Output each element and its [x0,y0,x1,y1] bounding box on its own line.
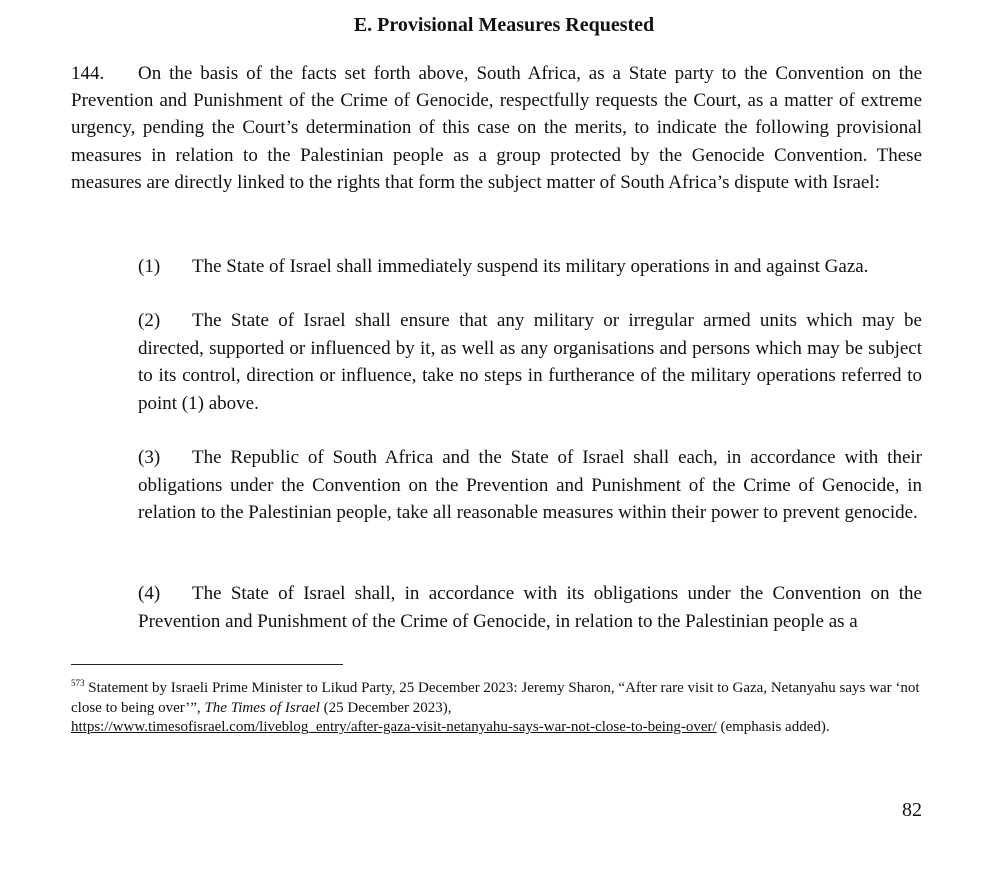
footnote [71,679,922,738]
measure-text: The State of Israel shall ensure that any military or irregular armed units which may be directed, supported or influenced by it, as well as any organisations and persons which may be subject to its control, direction or influence, take no steps in furtherance of the military operations referred to point (1) above. [138,310,922,414]
measure-text: The Republic of South Africa and the State of Israel shall each, in accordance with their obligations under the Convention on the Prevention and Punishment of the Crime of Genocide, in relation to the Palestinian people, take all reasonable measures within their power to prevent genocide. [138,447,922,523]
measure-item-4 [138,580,922,635]
measure-item-2 [138,307,922,417]
measure-item-3 [138,444,922,527]
paragraph-text: On the basis of the facts set forth above, South Africa, as a State party to the Convention on the Prevention and Punishment of the Crime of Genocide, respectfully requests the Court, as a matter of extreme urgency, pending the Court’s determination of this case on the merits, to indicate the following provisional measures in relation to the Palestinian people as a group protected by the Genocide Convention. These measures are directly linked to the rights that form the subject matter of South Africa’s dispute with Israel: [71,63,922,193]
footnote-publication: The Times of Israel [204,699,320,716]
measure-text: The State of Israel shall, in accordance with its obligations under the Convention on the Prevention and Punishment of the Crime of Genocide, in relation to the Palestinian people as a [138,583,922,632]
footnote-divider [71,664,343,665]
measure-item-1 [138,253,922,281]
measure-number: (2) [138,310,161,331]
measure-number: (3) [138,447,161,468]
footnote-emphasis-note: (emphasis added). [720,719,830,735]
measure-number: (1) [138,256,161,277]
footnote-date: (25 December 2023), [323,699,452,716]
measure-number: (4) [138,583,161,604]
footnote-text: Statement by Israeli Prime Minister to Likud Party, 25 December 2023: Jeremy Sharon, “After rare visit to Gaza, Netanyahu says war ‘not close to being over’”, [71,680,920,716]
section-heading: E. Provisional Measures Requested [353,14,655,36]
page-number: 82 [902,799,922,821]
footnote-link[interactable]: https://www.timesofisrael.com/liveblog_entry/after-gaza-visit-netanyahu-says-war-not-close-to-being-over/ [71,719,717,735]
paragraph-number: 144. [71,63,105,84]
measure-text: The State of Israel shall immediately suspend its military operations in and against Gaza. [192,256,869,277]
footnote-number: 573 [71,678,85,688]
paragraph-144 [71,60,922,196]
